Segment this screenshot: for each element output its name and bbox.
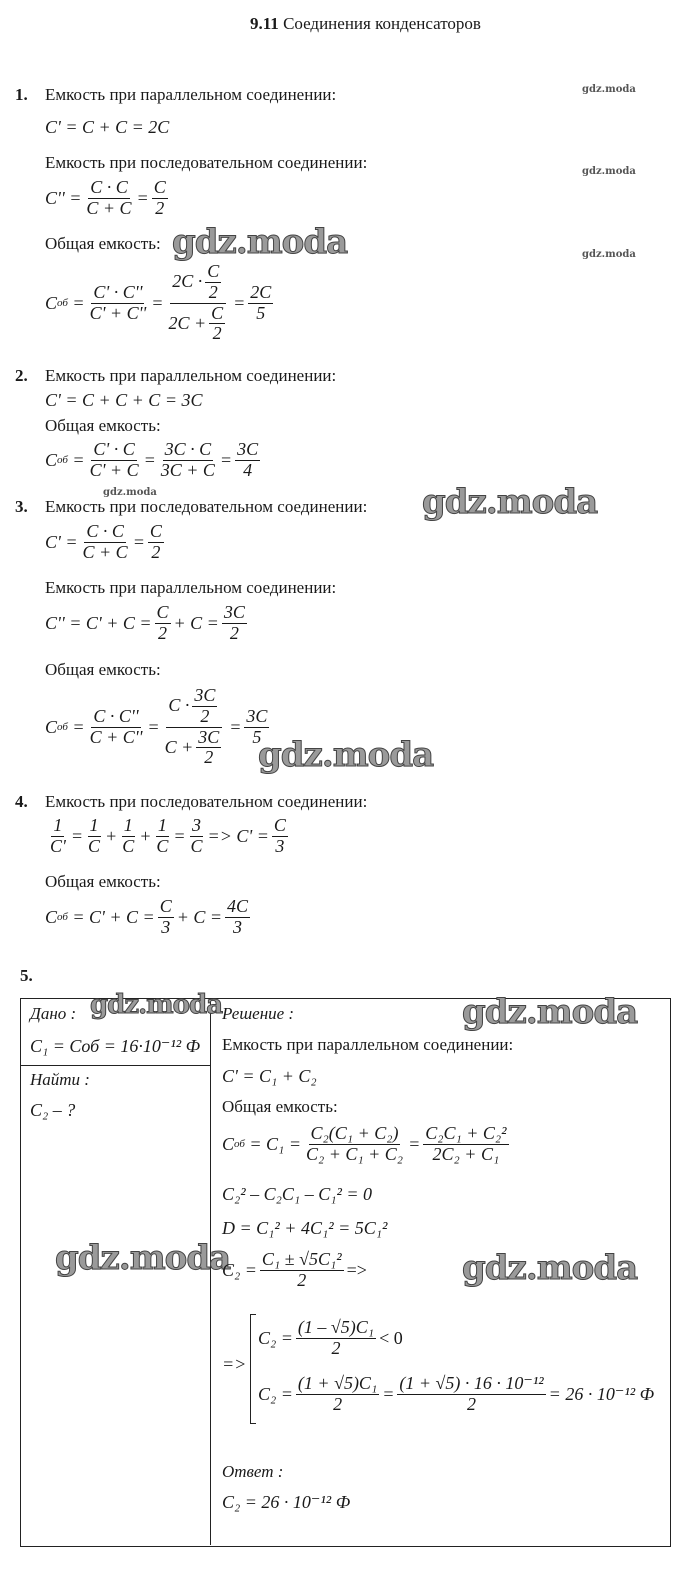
p3-total-label: Общая емкость:	[45, 660, 161, 679]
p5-total-label: Общая емкость:	[222, 1097, 338, 1116]
p1-eq2-num: C · C	[90, 177, 128, 197]
p2-eq2-num1: C' · C	[93, 439, 135, 459]
title-number: 9.11	[250, 14, 279, 33]
p1-eq3-num2f-n: C	[207, 261, 220, 281]
problem-4-number: 4.	[15, 792, 28, 811]
p4-eq2-mid: + C =	[176, 906, 223, 927]
p1-eq2-den: C + C	[86, 197, 132, 218]
p5-case1-num: (1 – √5)C₁	[297, 1317, 375, 1337]
p3-eq1: C' = $\frac{C \cdot C}{C + C}$ = $\frac{C}{2}$	[45, 521, 162, 562]
page-title	[250, 14, 481, 34]
p4-f6n: C	[273, 815, 286, 835]
p3-parallel-label: Емкость при параллельном соединении:	[45, 578, 337, 597]
p5-eq2-lhs: = C₁ =	[249, 1133, 301, 1154]
p5-eq2-den2: 2C₂ + C₁	[432, 1143, 500, 1164]
p3-eq3-rnum: 3C	[246, 705, 268, 726]
p5-eq3: C₂² – C₂C₁ – C₁² = 0	[222, 1184, 372, 1204]
table-divider-horizontal	[20, 1065, 211, 1066]
watermark-large: gdz.moda	[55, 1238, 231, 1278]
p4-series-label: Емкость при последовательном соединении:	[45, 792, 368, 811]
watermark-small: gdz.moda	[582, 249, 636, 260]
p3-eq3-rden: 5	[252, 726, 262, 747]
p5-eq5-lhs: C₂ =	[222, 1259, 257, 1280]
p1-parallel-label: Емкость при параллельном соединении:	[45, 85, 337, 104]
p4-eq2-lhs: = C' + C =	[72, 906, 155, 927]
given-eq: C₁ = Cоб = 16·10⁻¹² Ф	[30, 1036, 201, 1056]
p1-eq1: C' = C + C = 2C	[45, 117, 170, 137]
p1-series-label: Емкость при последовательном соединении:	[45, 153, 368, 172]
p5-eq2-den1: C₂ + C₁ + C₂	[305, 1143, 404, 1164]
p4-arrow: => C' =	[207, 825, 269, 846]
p3-eq3-den2f-n: 3C	[198, 726, 220, 747]
p2-eq2-rden: 4	[243, 459, 253, 480]
p2-eq2-den1: C' + C	[89, 459, 139, 480]
watermark-large: gdz.moda	[462, 1248, 638, 1288]
p1-total-label: Общая емкость:	[45, 234, 161, 253]
given-label: Дано :	[30, 1004, 77, 1023]
p1-eq3-den1: C' + C''	[89, 302, 147, 323]
p2-parallel-label: Емкость при параллельном соединении:	[45, 366, 337, 385]
p4-f4n: 1	[157, 815, 167, 835]
p4-f5d: C	[190, 835, 203, 856]
p4-total-label: Общая емкость:	[45, 872, 161, 891]
p1-eq3-rnum: 2C	[250, 281, 272, 302]
problem-3-number: 3.	[15, 497, 28, 516]
watermark-large: gdz.moda	[258, 735, 434, 775]
p2-eq2-num2: 3C · C	[164, 439, 212, 459]
p4-eq2-rden: 3	[233, 916, 243, 937]
p4-f2d: C	[88, 835, 101, 856]
p1-eq3-rden: 5	[256, 302, 266, 323]
watermark-large: gdz.moda	[422, 482, 598, 522]
p5-case1-rhs: < 0	[379, 1327, 403, 1348]
watermark-large: gdz.moda	[90, 990, 223, 1020]
problem-1-number: 1.	[15, 85, 28, 104]
p5-case2-lhs: C₂ =	[258, 1383, 293, 1404]
p5-eq2-num2: C₂C₁ + C₂²	[425, 1123, 507, 1143]
problem-5-number: 5.	[20, 966, 33, 985]
p1-eq2-mid: =	[136, 187, 149, 208]
p5-case2-den2: 2	[467, 1393, 477, 1414]
p3-eq3-num2: C ·	[168, 695, 190, 716]
p3-eq3-den2: C +	[164, 736, 194, 757]
p3-eq2-f1n: C	[156, 602, 169, 622]
p3-eq2-mid: + C =	[173, 612, 219, 633]
p3-eq1-lhs: C' =	[45, 531, 78, 552]
p3-eq1-rnum: C	[149, 521, 162, 541]
p4-f6d: 3	[275, 835, 285, 856]
p5-case2-den1: 2	[333, 1393, 343, 1414]
p1-eq3: C об = $\frac{C' \cdot C''}{C' + C''}$ = 2C · $\frac{C}{2}$ 2C + $\frac{C}{2}$ = $\frac{2C}{5}$	[45, 261, 272, 344]
find-label: Найти :	[30, 1070, 90, 1089]
p3-eq3: C об = $\frac{C \cdot C''}{C + C''}$ = C · $\frac{3C}{2}$ C + $\frac{3C}{2}$ = $\frac{3C}{5}$	[45, 685, 268, 768]
p2-eq2: C об = $\frac{C' \cdot C}{C' + C}$ = $\frac{3C \cdot C}{3C + C}$ = $\frac{3C}{4}$	[45, 439, 259, 480]
p5-eq5-arrow: =>	[346, 1259, 367, 1280]
p5-eq5-den: 2	[297, 1269, 307, 1290]
p3-eq2	[45, 603, 250, 644]
p3-eq3-den1: C + C''	[89, 726, 143, 747]
p4-eq2-f1d: 3	[161, 916, 171, 937]
p2-eq2-rnum: 3C	[237, 439, 259, 459]
p4-f3n: 1	[123, 815, 133, 835]
p4-eq2-f1n: C	[159, 896, 172, 916]
p3-eq2-rnum: 3C	[223, 602, 245, 622]
p2-total-label: Общая емкость:	[45, 416, 161, 435]
p2-eq2-den2: 3C + C	[160, 459, 215, 480]
find-eq: C₂ – ?	[30, 1100, 76, 1120]
p5-parallel-label: Емкость при параллельном соединении:	[222, 1035, 514, 1054]
p1-eq3-lhs: C	[45, 292, 58, 313]
p3-eq2-lhs: C'' = C' + C =	[45, 612, 152, 633]
p5-eq2-num1: C₂(C₁ + C₂)	[310, 1123, 399, 1143]
p4-f4d: C	[156, 835, 169, 856]
p5-case2-num2: (1 + √5) · 16 · 10⁻¹²	[399, 1373, 544, 1393]
p4-eq1: $\frac{1}{C'}$ = $\frac{1}{C}$ + $\frac{1}{C}$ + $\frac{1}{C}$ = $\frac{3}{C}$ => C' = $\frac{C}{3}$	[50, 815, 286, 856]
p4-f2n: 1	[89, 815, 99, 835]
p3-eq1-den: C + C	[82, 541, 128, 562]
p1-eq2	[45, 178, 171, 219]
p1-eq3-num1: C' · C''	[93, 281, 143, 302]
title-text: Соединения конденсаторов	[283, 14, 481, 33]
p5-eq5-num: C₁ ± √5C₁²	[261, 1249, 342, 1269]
p5-case1-lhs: C₂ =	[258, 1327, 293, 1348]
p4-f5n: 3	[192, 815, 202, 835]
p1-eq3-den2: 2C +	[168, 312, 207, 333]
p4-f1d: C'	[50, 835, 66, 856]
p4-f3d: C	[122, 835, 135, 856]
p5-arrow2: =>	[222, 1354, 247, 1374]
p1-eq3-num2: 2C ·	[172, 271, 203, 292]
p3-eq2-rden: 2	[229, 622, 239, 643]
p1-eq3-num2f-d: 2	[208, 281, 218, 302]
p1-eq2-rnum: C	[153, 177, 166, 197]
p5-eq5	[222, 1250, 367, 1291]
p3-series-label: Емкость при последовательном соединении:	[45, 497, 368, 516]
problem-2-number: 2.	[15, 366, 28, 385]
watermark-small: gdz.moda	[103, 487, 157, 498]
p5-eq1: C' = C₁ + C₂	[222, 1066, 317, 1086]
p3-eq3-num2f-d: 2	[200, 705, 210, 726]
answer-eq: C₂ = 26 · 10⁻¹² Ф	[222, 1492, 351, 1512]
case-bracket	[250, 1314, 256, 1424]
p5-case2: C₂ = $\frac{\text{(1 + √5)C₁}}{2}$ = $\frac{\text{(1 + √5) · 16 · 10⁻¹²}}{2}$ = 26 · 10⁻¹² Ф	[258, 1373, 655, 1414]
p1-eq2-lhs: C'' =	[45, 187, 82, 208]
watermark-small: gdz.moda	[582, 166, 636, 177]
p4-eq2: C об = C' + C = $\frac{C}{3}$ + C = $\frac{4C}{3}$	[45, 896, 249, 937]
watermark-large: gdz.moda	[172, 222, 348, 262]
p2-eq1: C' = C + C + C = 3C	[45, 390, 203, 410]
p1-eq3-den2f-d: 2	[212, 323, 222, 344]
p3-eq3-num1: C · C''	[93, 705, 139, 726]
p5-case2-num1: (1 + √5)C₁	[297, 1373, 378, 1393]
p3-eq1-rden: 2	[151, 541, 161, 562]
p5-eq2: C об = C₁ = $\frac{\text{C₂(C₁ + C₂)}}{\text{C₂ + C₁ + C₂}}$ = $\frac{\text{C₂C₁ + C₂²}}{\text{2C₂ + C₁}}$	[222, 1123, 507, 1164]
p5-case1	[258, 1318, 403, 1359]
p1-eq3-sub: об	[57, 297, 68, 310]
watermark-large: gdz.moda	[462, 992, 638, 1032]
p1-eq3-den2f-n: C	[211, 302, 224, 323]
p5-eq4: D = C₁² + 4C₁² = 5C₁²	[222, 1218, 388, 1238]
p3-eq3-den2f-d: 2	[204, 747, 214, 768]
p3-eq1-num: C · C	[86, 521, 124, 541]
solution-label: Решение :	[222, 1004, 295, 1023]
p1-eq2-rden: 2	[155, 197, 165, 218]
p3-eq3-num2f-n: 3C	[194, 685, 216, 705]
answer-label: Ответ :	[222, 1462, 284, 1481]
p5-case1-den: 2	[331, 1337, 341, 1358]
p4-eq2-rnum: 4C	[227, 896, 249, 916]
p5-case2-rhs: = 26 · 10⁻¹² Ф	[548, 1383, 655, 1404]
p3-eq2-f1d: 2	[158, 622, 168, 643]
watermark-small: gdz.moda	[582, 84, 636, 95]
p4-f1n: 1	[53, 815, 63, 835]
